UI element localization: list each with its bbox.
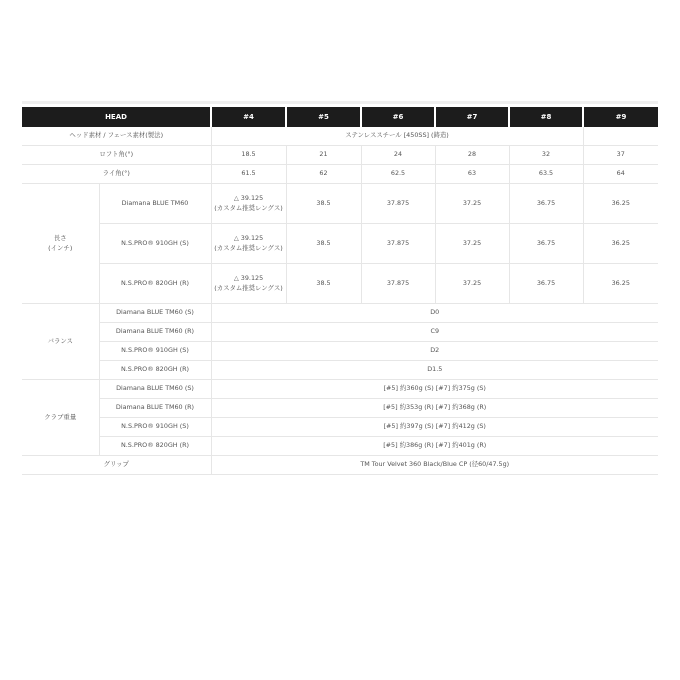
balance-shaft-3: N.S.PRO® 910GH (S) [99, 342, 211, 361]
weight-shaft-1: Diamana BLUE TM60 (S) [99, 380, 211, 399]
row-weight-4 [22, 437, 658, 456]
balance-value-1: D0 [211, 304, 658, 323]
length-1-4: △ 39.125 (カスタム推奨レングス) [211, 184, 286, 224]
length-shaft-3: N.S.PRO® 820GH (R) [99, 264, 211, 304]
row-weight-1 [22, 380, 658, 399]
weight-value-4: [#5] 約386g (R) [#7] 約401g (R) [211, 437, 658, 456]
row-balance-4 [22, 361, 658, 380]
length-2-8: 36.75 [509, 224, 583, 264]
loft-9: 37 [583, 146, 658, 165]
lie-8: 63.5 [509, 165, 583, 184]
length-1-7: 37.25 [435, 184, 509, 224]
top-divider [22, 101, 658, 104]
header-7: #7 [435, 107, 509, 127]
header-head: HEAD [22, 107, 211, 127]
length-2-4: △ 39.125 (カスタム推奨レングス) [211, 224, 286, 264]
row-balance-1 [22, 304, 658, 323]
lie-9: 64 [583, 165, 658, 184]
row-lie [22, 165, 658, 184]
length-2-7: 37.25 [435, 224, 509, 264]
length-shaft-1: Diamana BLUE TM60 [99, 184, 211, 224]
length-2-9: 36.25 [583, 224, 658, 264]
balance-shaft-1: Diamana BLUE TM60 (S) [99, 304, 211, 323]
length-1-6: 37.875 [361, 184, 435, 224]
lie-4: 61.5 [211, 165, 286, 184]
head-material-empty [583, 127, 658, 146]
header-9: #9 [583, 107, 658, 127]
club-weight-label: クラブ重量 [22, 380, 99, 456]
header-row [22, 107, 658, 127]
loft-label: ロフト角(°) [22, 146, 211, 165]
weight-shaft-4: N.S.PRO® 820GH (R) [99, 437, 211, 456]
length-2-5: 38.5 [286, 224, 361, 264]
row-weight-3 [22, 418, 658, 437]
weight-shaft-2: Diamana BLUE TM60 (R) [99, 399, 211, 418]
row-loft [22, 146, 658, 165]
header-4: #4 [211, 107, 286, 127]
balance-shaft-2: Diamana BLUE TM60 (R) [99, 323, 211, 342]
header-5: #5 [286, 107, 361, 127]
row-weight-2 [22, 399, 658, 418]
weight-shaft-3: N.S.PRO® 910GH (S) [99, 418, 211, 437]
balance-value-3: D2 [211, 342, 658, 361]
loft-7: 28 [435, 146, 509, 165]
head-material-value: ステンレススチール [450SS] (鋳造) [211, 127, 583, 146]
grip-label: グリップ [22, 456, 211, 475]
header-6: #6 [361, 107, 435, 127]
length-3-9: 36.25 [583, 264, 658, 304]
spec-table [22, 107, 658, 475]
lie-7: 63 [435, 165, 509, 184]
length-label: 長さ (インチ) [22, 184, 99, 304]
balance-shaft-4: N.S.PRO® 820GH (R) [99, 361, 211, 380]
row-balance-2 [22, 323, 658, 342]
balance-value-2: C9 [211, 323, 658, 342]
weight-value-3: [#5] 約397g (S) [#7] 約412g (S) [211, 418, 658, 437]
row-head-material [22, 127, 658, 146]
loft-5: 21 [286, 146, 361, 165]
balance-value-4: D1.5 [211, 361, 658, 380]
length-1-8: 36.75 [509, 184, 583, 224]
length-3-4: △ 39.125 (カスタム推奨レングス) [211, 264, 286, 304]
lie-5: 62 [286, 165, 361, 184]
length-1-9: 36.25 [583, 184, 658, 224]
length-3-5: 38.5 [286, 264, 361, 304]
loft-8: 32 [509, 146, 583, 165]
head-material-label: ヘッド素材 / フェース素材(製法) [22, 127, 211, 146]
row-grip [22, 456, 658, 475]
row-length-1 [22, 184, 658, 224]
loft-4: 18.5 [211, 146, 286, 165]
lie-6: 62.5 [361, 165, 435, 184]
grip-value: TM Tour Velvet 360 Black/Blue CP (径60/47.5g) [211, 456, 658, 475]
weight-value-2: [#5] 約353g (R) [#7] 約368g (R) [211, 399, 658, 418]
length-shaft-2: N.S.PRO® 910GH (S) [99, 224, 211, 264]
length-3-8: 36.75 [509, 264, 583, 304]
length-2-6: 37.875 [361, 224, 435, 264]
balance-label: バランス [22, 304, 99, 380]
lie-label: ライ角(°) [22, 165, 211, 184]
length-3-7: 37.25 [435, 264, 509, 304]
weight-value-1: [#5] 約360g (S) [#7] 約375g (S) [211, 380, 658, 399]
length-1-5: 38.5 [286, 184, 361, 224]
length-3-6: 37.875 [361, 264, 435, 304]
row-balance-3 [22, 342, 658, 361]
loft-6: 24 [361, 146, 435, 165]
row-length-2 [22, 224, 658, 264]
header-8: #8 [509, 107, 583, 127]
row-length-3 [22, 264, 658, 304]
